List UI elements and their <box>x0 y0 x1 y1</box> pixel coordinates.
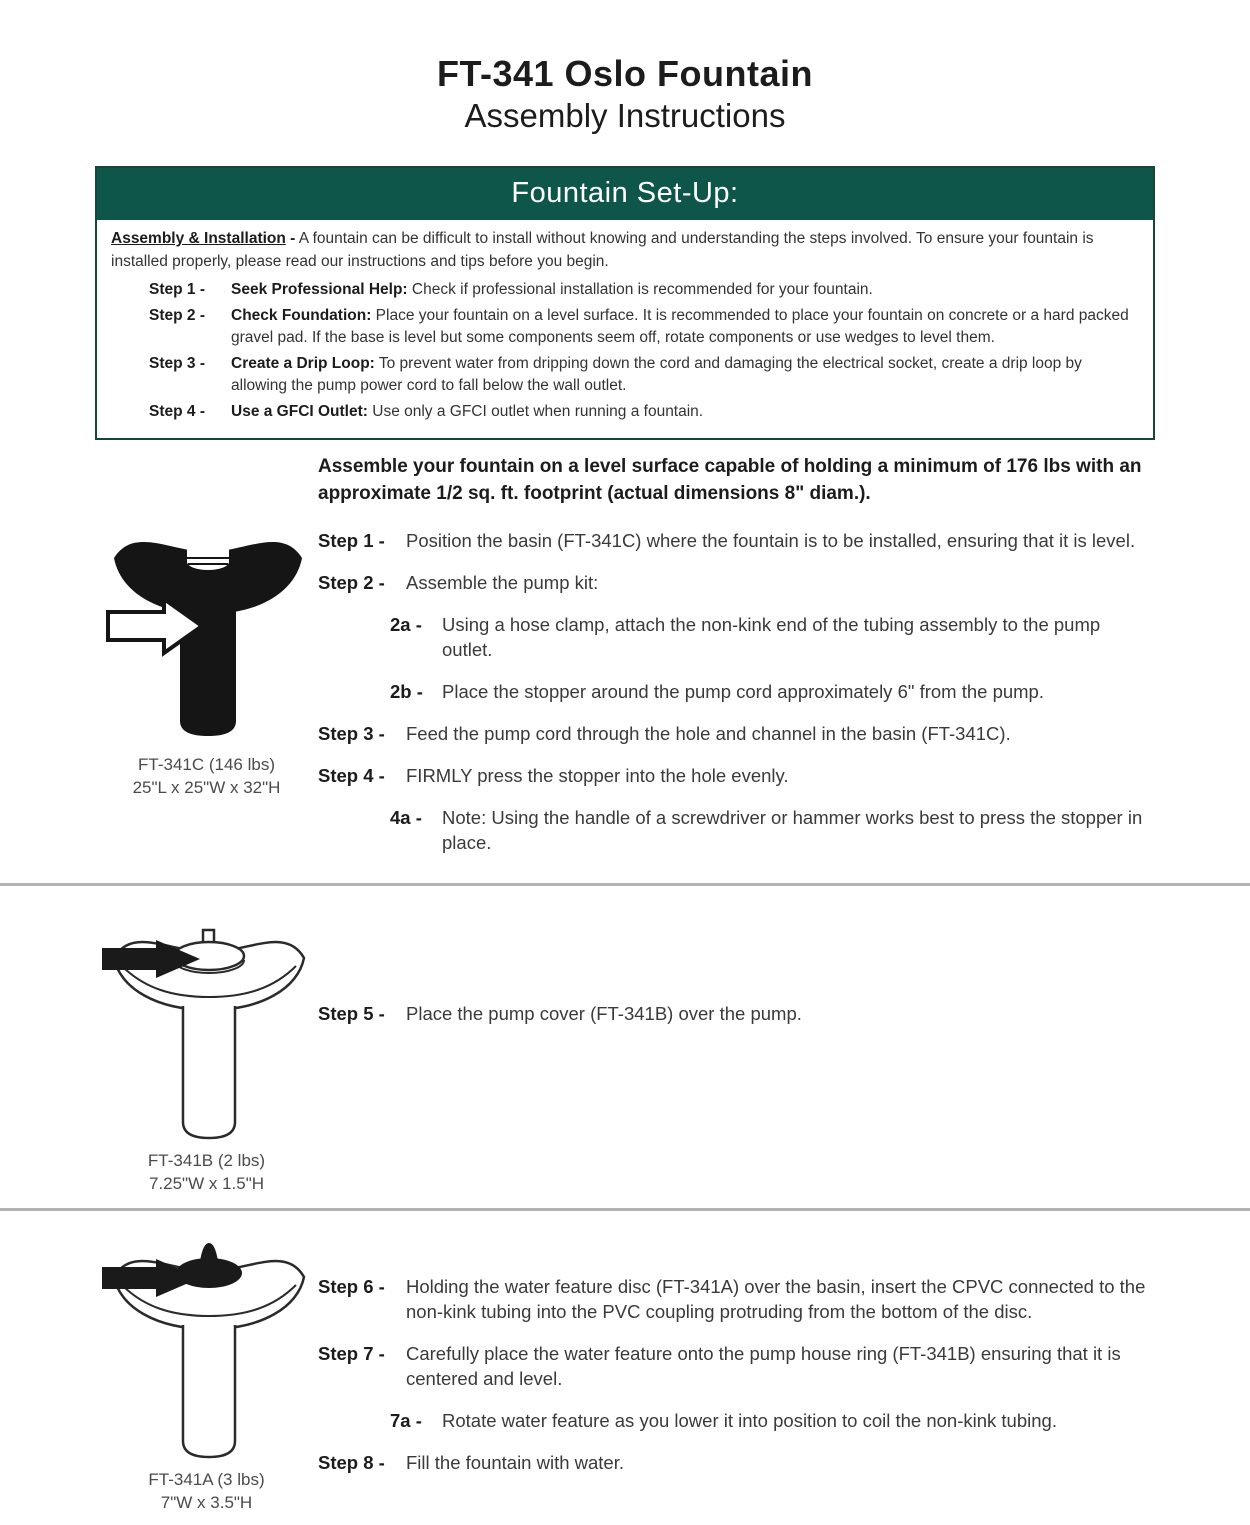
setup-intro <box>111 228 1139 273</box>
setup-box-header: Fountain Set-Up: <box>97 168 1153 220</box>
step-text: Assemble the pump kit: <box>406 572 599 594</box>
caption-line: 7.25"W x 1.5"H <box>148 1174 265 1194</box>
step-text: Carefully place the water feature onto the pump house ring (FT-341B) ensuring that it is centered and level. <box>406 1342 1121 1389</box>
setup-step-text: Check if professional installation is recommended for your fountain. <box>411 281 873 299</box>
step-3 <box>318 722 1155 747</box>
step-label: Step 7 - <box>318 1342 385 1364</box>
step-text: Position the basin (FT-341C) where the fountain is to be installed, ensuring that it is level. <box>406 530 1136 552</box>
caption-line: FT-341C (146 lbs) <box>138 755 275 775</box>
setup-step-bold: Seek Professional Help: <box>231 281 408 299</box>
step-text: FIRMLY press the stopper into the hole evenly. <box>406 765 789 787</box>
step-text: Fill the fountain with water. <box>406 1451 624 1473</box>
setup-intro-dash: - <box>290 230 296 248</box>
step-8 <box>318 1451 1155 1476</box>
fountain-water-feature-figure <box>102 1231 312 1463</box>
figure-caption-ft341a <box>148 1469 264 1515</box>
assembly-intro: Assemble your fountain on a level surface capable of holding a minimum of 176 lbs with an approximate 1/2 sq. ft. footprint (actual dimensions 8" diam.). <box>318 456 1142 504</box>
figure-caption-ft341b <box>148 1150 265 1196</box>
setup-step-bold: Use a GFCI Outlet: <box>231 402 368 420</box>
caption-line: 25"L x 25"W x 32"H <box>132 778 281 798</box>
setup-box <box>95 166 1155 440</box>
step-text: Place the pump cover (FT-341B) over the pump. <box>406 1003 802 1025</box>
step-6 <box>318 1275 1155 1325</box>
step-7 <box>318 1342 1155 1392</box>
figure-basin-column <box>95 454 318 873</box>
step-text: Rotate water feature as you lower it into position to coil the non-kink tubing. <box>442 1409 1057 1431</box>
step-label: Step 4 - <box>318 765 385 787</box>
figure-water-feature <box>95 1223 318 1515</box>
step-2b <box>390 680 1155 705</box>
section2-text <box>318 902 1155 1196</box>
setup-step-bold: Create a Drip Loop: <box>231 354 375 372</box>
figure-caption-ft341c <box>133 754 281 800</box>
caption-line: 7"W x 3.5"H <box>160 1492 253 1512</box>
setup-step-1 <box>149 279 1139 301</box>
fountain-basin-silhouette-figure <box>104 516 309 748</box>
step-label: Step 8 - <box>318 1451 385 1473</box>
title-block <box>0 0 1250 136</box>
caption-line: FT-341A (3 lbs) <box>148 1469 265 1489</box>
step-text: Place the stopper around the pump cord approximately 6" from the pump. <box>442 681 1044 703</box>
step-4 <box>318 764 1155 789</box>
step-text: Using a hose clamp, attach the non-kink end of the tubing assembly to the pump outlet. <box>442 614 1101 661</box>
step-label: 7a - <box>390 1409 422 1431</box>
section-water-feature <box>95 1211 1155 1525</box>
step-label: Step 1 - <box>318 530 385 552</box>
setup-step-bold: Check Foundation: <box>231 306 372 324</box>
setup-box-body <box>97 220 1153 438</box>
step-label: 2a - <box>390 614 422 636</box>
section3-text <box>318 1223 1155 1515</box>
section-basin-setup <box>95 440 1155 883</box>
step-text: Note: Using the handle of a screwdriver or hammer works best to press the stopper in place. <box>442 807 1143 854</box>
step-2a <box>390 613 1155 663</box>
setup-step-text: Use only a GFCI outlet when running a fountain. <box>372 402 704 420</box>
step-text: Holding the water feature disc (FT-341A) over the basin, insert the CPVC connected to the non-kink tubing into the PVC coupling protruding from the bottom of the disc. <box>406 1275 1146 1322</box>
setup-step-label: Step 3 - <box>149 354 205 372</box>
setup-intro-text: A fountain can be difficult to install without knowing and understanding the steps involved. To ensure your fountain is installed properly, please read our instructions and tips before you begin. <box>111 230 1094 270</box>
setup-step-text: Place your fountain on a level surface. It is recommended to place your fountain on concrete or a hard packed gravel pad. If the base is level but some components seem off, rotate components or use wedges to level them. <box>231 306 1129 347</box>
setup-step-3 <box>149 353 1139 398</box>
caption-line: FT-341B (2 lbs) <box>147 1151 266 1171</box>
step-1 <box>318 529 1155 554</box>
setup-step-label: Step 4 - <box>149 402 205 420</box>
setup-step-label: Step 2 - <box>149 306 205 324</box>
step-label: Step 2 - <box>318 572 385 594</box>
setup-intro-lead: Assembly & Installation <box>111 230 286 248</box>
step-label: Step 3 - <box>318 723 385 745</box>
page-title: FT-341 Oslo Fountain <box>436 53 814 94</box>
step-label: Step 5 - <box>318 1003 385 1025</box>
setup-step-2 <box>149 305 1139 350</box>
step-label: Step 6 - <box>318 1275 385 1297</box>
step-2 <box>318 571 1155 596</box>
step-7a <box>390 1409 1155 1434</box>
setup-step-text: To prevent water from dripping down the cord and damaging the electrical socket, create a drip loop by allowing the pump power cord to fall below the wall outlet. <box>231 354 1082 395</box>
page-subtitle: Assembly Instructions <box>464 97 786 135</box>
setup-step-label: Step 1 - <box>149 281 205 299</box>
step-4a <box>390 806 1155 856</box>
section1-text <box>318 454 1155 873</box>
step-5 <box>318 1002 1155 1027</box>
figure-pump-cover <box>95 902 318 1196</box>
fountain-pump-cover-figure <box>102 912 312 1144</box>
step-label: 2b - <box>390 681 423 703</box>
section-pump-cover <box>95 886 1155 1208</box>
step-label: 4a - <box>390 807 422 829</box>
setup-step-4 <box>149 401 1139 423</box>
step-text: Feed the pump cord through the hole and channel in the basin (FT-341C). <box>406 723 1011 745</box>
